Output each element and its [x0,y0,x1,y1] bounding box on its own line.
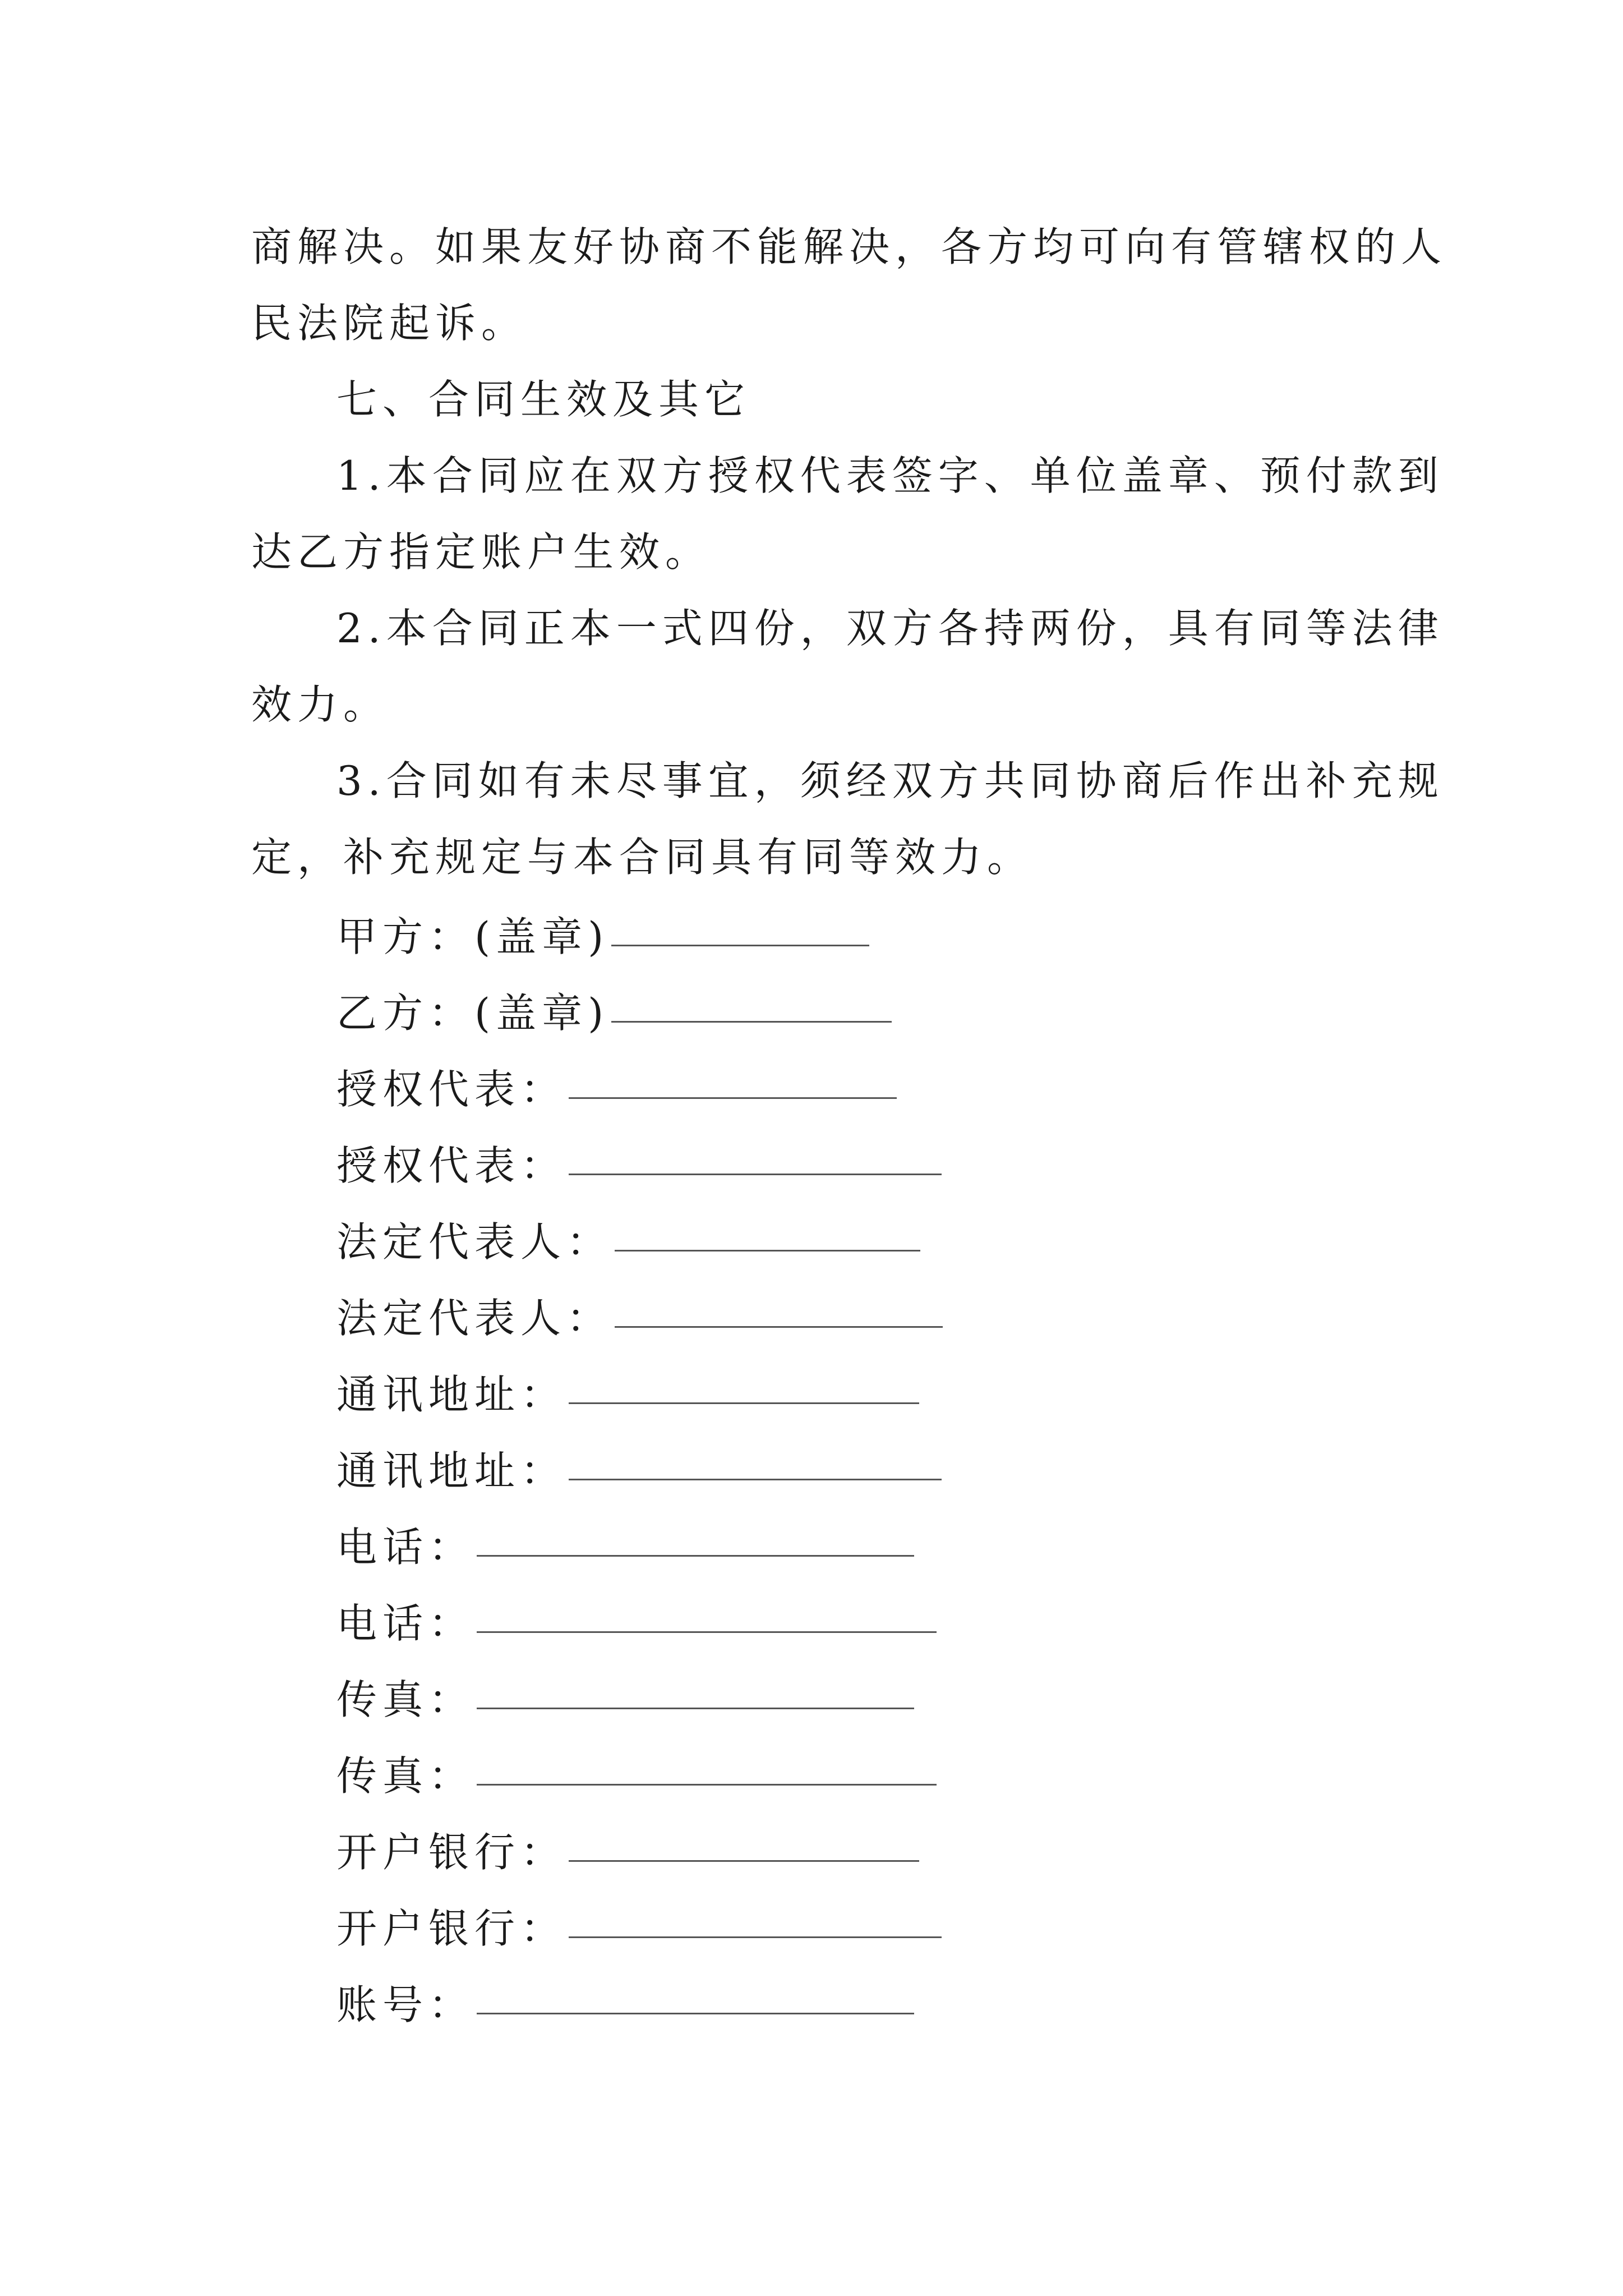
field-label: 乙方：(盖章) [336,990,610,1037]
signature-blank-line[interactable] [569,1936,942,1938]
field-label: 电话： [336,1600,475,1647]
field-label: 传真： [336,1752,475,1800]
party-a-seal-field [336,895,869,972]
field-label: 授权代表： [336,1142,567,1189]
field-label: 开户银行： [336,1829,567,1876]
legal-rep-b-field [336,1277,943,1353]
signature-blank-line[interactable] [569,1097,897,1099]
signature-blank-line[interactable] [569,1479,942,1480]
field-label: 账号： [336,1981,475,2028]
clause-1-line-1: 1.本合同应在双方授权代表签字、单位盖章、预付款到 [336,452,1444,499]
field-label: 通讯地址： [336,1447,567,1494]
field-label: 通讯地址： [336,1371,567,1418]
bank-a-field [336,1811,919,1887]
account-number-field [336,1963,914,2040]
clause-3-line-2: 定，补充规定与本合同具有同等效力。 [251,834,1034,881]
address-a-field [336,1353,919,1429]
field-label: 甲方：(盖章) [336,913,610,960]
bank-b-field [336,1887,942,1963]
field-label: 授权代表： [336,1066,567,1113]
address-b-field [336,1429,942,1506]
legal-rep-a-field [336,1200,920,1277]
field-label: 电话： [336,1524,475,1571]
field-label: 传真： [336,1676,475,1723]
party-b-seal-field [336,972,892,1048]
signature-blank-line[interactable] [569,1174,942,1175]
signature-blank-line[interactable] [611,1021,892,1023]
phone-a-field [336,1506,914,1582]
field-label: 开户银行： [336,1905,567,1952]
signature-blank-line[interactable] [477,1784,937,1786]
clause-3-line-1: 3.合同如有未尽事宜，须经双方共同协商后作出补充规 [336,757,1444,804]
fax-b-field [336,1734,937,1811]
signature-blank-line[interactable] [569,1402,919,1404]
signature-blank-line[interactable] [611,945,869,946]
signature-blank-line[interactable] [477,1708,914,1709]
field-label: 法定代表人： [336,1295,613,1342]
signature-blank-line[interactable] [615,1250,920,1251]
clause-1-line-2: 达乙方指定账户生效。 [251,528,712,576]
authorized-rep-a-field [336,1048,897,1124]
clause-2-line-1: 2.本合同正本一式四份，双方各持两份，具有同等法律 [336,605,1444,652]
paragraph-line: 商解决。如果友好协商不能解决，各方均可向有管辖权的人 [251,223,1447,270]
signature-blank-line[interactable] [615,1326,943,1328]
field-label: 法定代表人： [336,1218,613,1266]
section-title: 七、合同生效及其它 [336,376,751,423]
signature-blank-line[interactable] [569,1860,919,1862]
signature-blank-line[interactable] [477,2013,914,2014]
signature-blank-line[interactable] [477,1555,914,1557]
paragraph-line: 民法院起诉。 [251,300,528,347]
fax-a-field [336,1658,914,1734]
clause-2-line-2: 效力。 [251,681,390,728]
signature-blank-line[interactable] [477,1631,937,1633]
phone-b-field [336,1582,937,1658]
authorized-rep-b-field [336,1124,942,1200]
